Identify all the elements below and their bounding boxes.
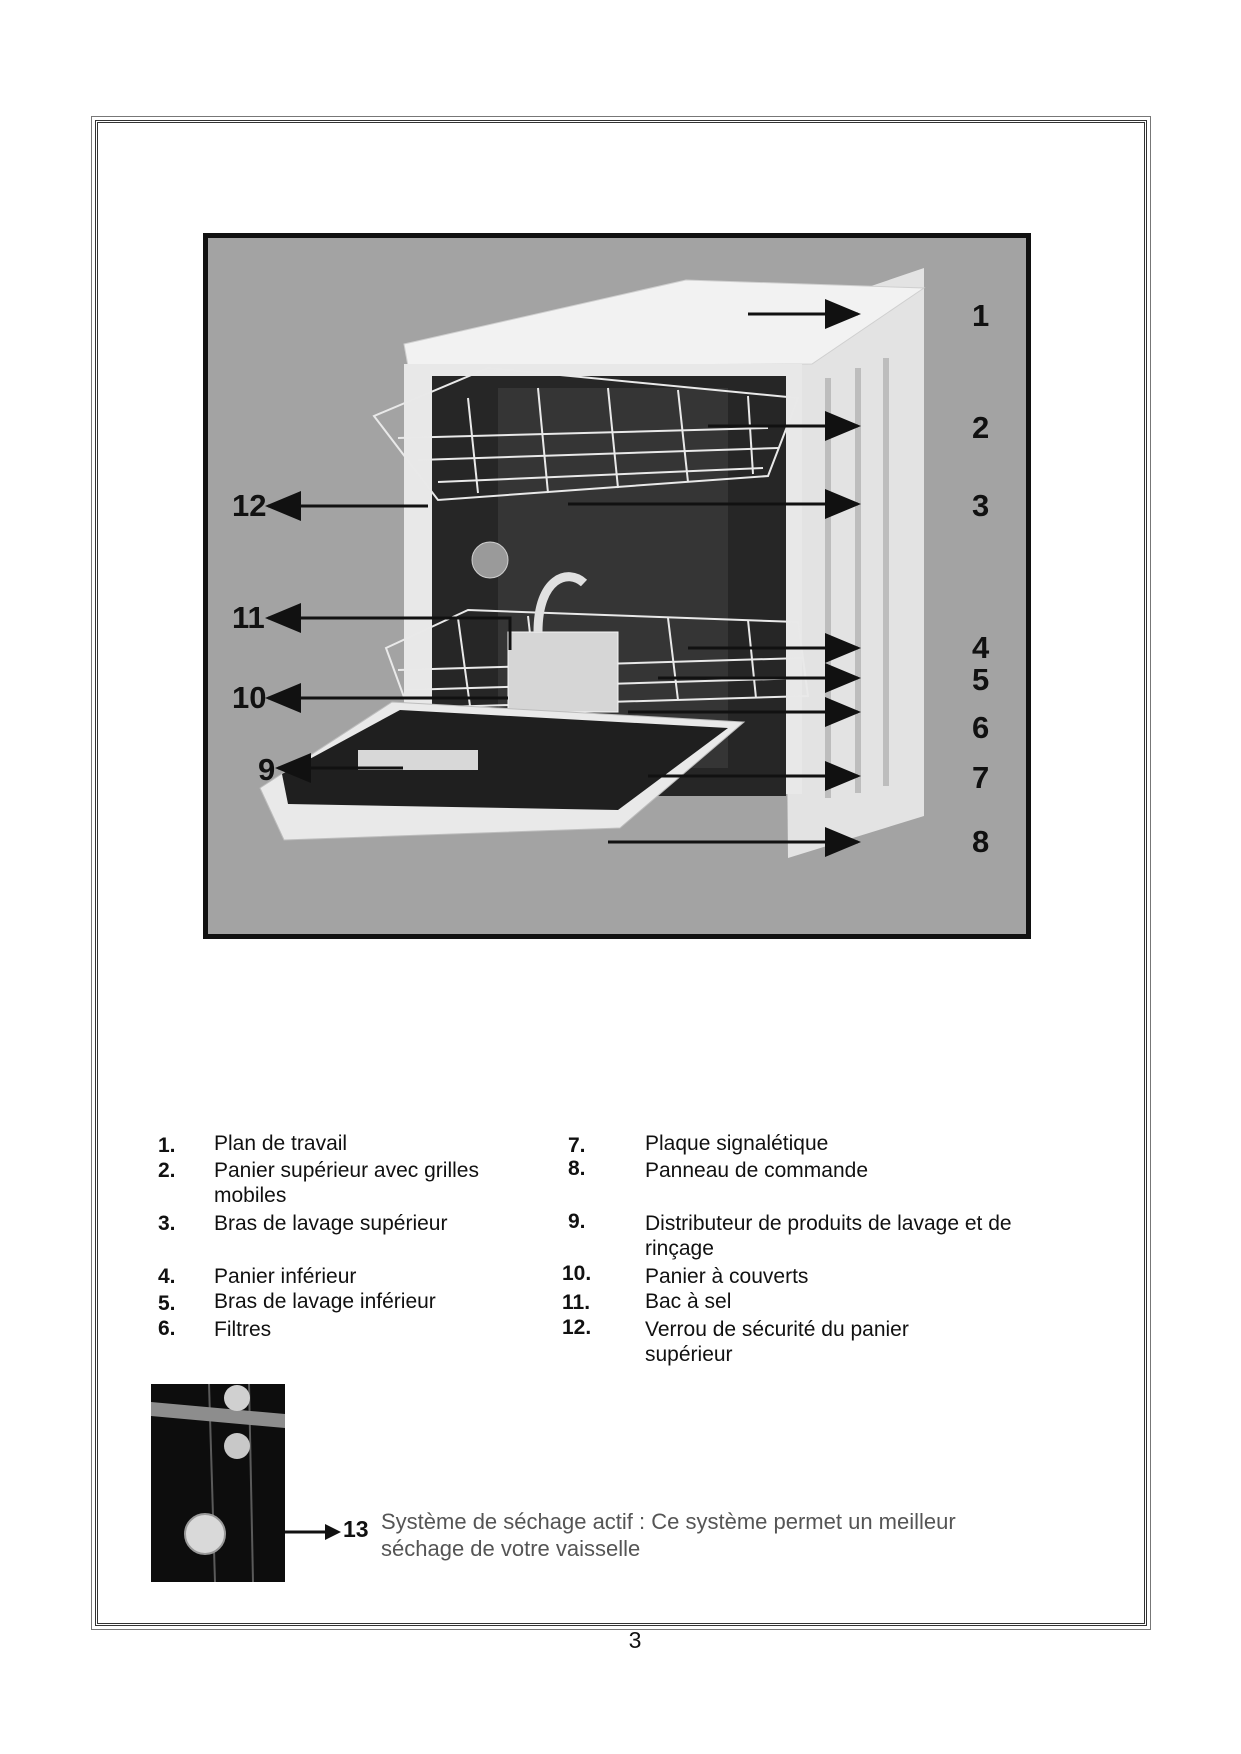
callout-5: 5 xyxy=(972,662,990,697)
legend-text: Verrou de sécurité du panier supérieur xyxy=(645,1318,909,1366)
callout-7: 7 xyxy=(972,760,990,795)
legend-text: Bras de lavage inférieur xyxy=(214,1290,436,1313)
legend-num: 3. xyxy=(158,1212,176,1235)
callout-4: 4 xyxy=(972,630,990,665)
legend-num: 7. xyxy=(568,1134,586,1157)
drying-system-photo xyxy=(151,1384,285,1582)
dishwasher-illustration xyxy=(208,238,1026,934)
legend-text: Plan de travail xyxy=(214,1132,348,1155)
legend-text: Panneau de commande xyxy=(645,1159,868,1182)
legend-num: 8. xyxy=(568,1157,586,1180)
legend-num: 12. xyxy=(562,1316,592,1339)
callout-8: 8 xyxy=(972,824,990,859)
legend-text: Panier inférieur xyxy=(214,1265,357,1288)
legend-text: Plaque signalétique xyxy=(645,1132,829,1155)
legend-text: Bras de lavage supérieur xyxy=(214,1212,448,1235)
legend-text: Panier supérieur avec grilles mobiles xyxy=(214,1159,479,1207)
callout-10: 10 xyxy=(232,680,267,715)
feature-number: 13 xyxy=(343,1516,369,1542)
legend-num: 5. xyxy=(158,1292,176,1315)
feature-description: Système de séchage actif : Ce système permet un meilleur séchage de votre vaisselle xyxy=(381,1509,956,1561)
legend-num: 10. xyxy=(562,1262,592,1285)
legend-num: 4. xyxy=(158,1265,176,1288)
legend-num: 1. xyxy=(158,1134,176,1157)
callout-6: 6 xyxy=(972,710,990,745)
legend-text: Bac à sel xyxy=(645,1290,732,1313)
legend-num: 11. xyxy=(562,1291,591,1314)
salt-reservoir xyxy=(472,542,508,578)
legend-text: Filtres xyxy=(214,1318,272,1341)
callout-12: 12 xyxy=(232,488,267,523)
dishwasher-figure xyxy=(203,233,1031,939)
legend-num: 9. xyxy=(568,1210,586,1233)
legend-num: 2. xyxy=(158,1159,176,1182)
callout-9: 9 xyxy=(258,752,276,787)
page-number: 3 xyxy=(628,1627,642,1653)
legend-text: Distributeur de produits de lavage et de rinçage xyxy=(645,1212,1012,1260)
callout-3: 3 xyxy=(972,488,990,523)
cutlery-basket xyxy=(508,632,618,712)
callout-2: 2 xyxy=(972,410,990,445)
legend-text: Panier à couverts xyxy=(645,1265,809,1288)
callout-11: 11 xyxy=(232,600,265,635)
arrow-right-icon xyxy=(285,1522,341,1542)
callout-1: 1 xyxy=(972,298,990,333)
legend-num: 6. xyxy=(158,1317,176,1340)
